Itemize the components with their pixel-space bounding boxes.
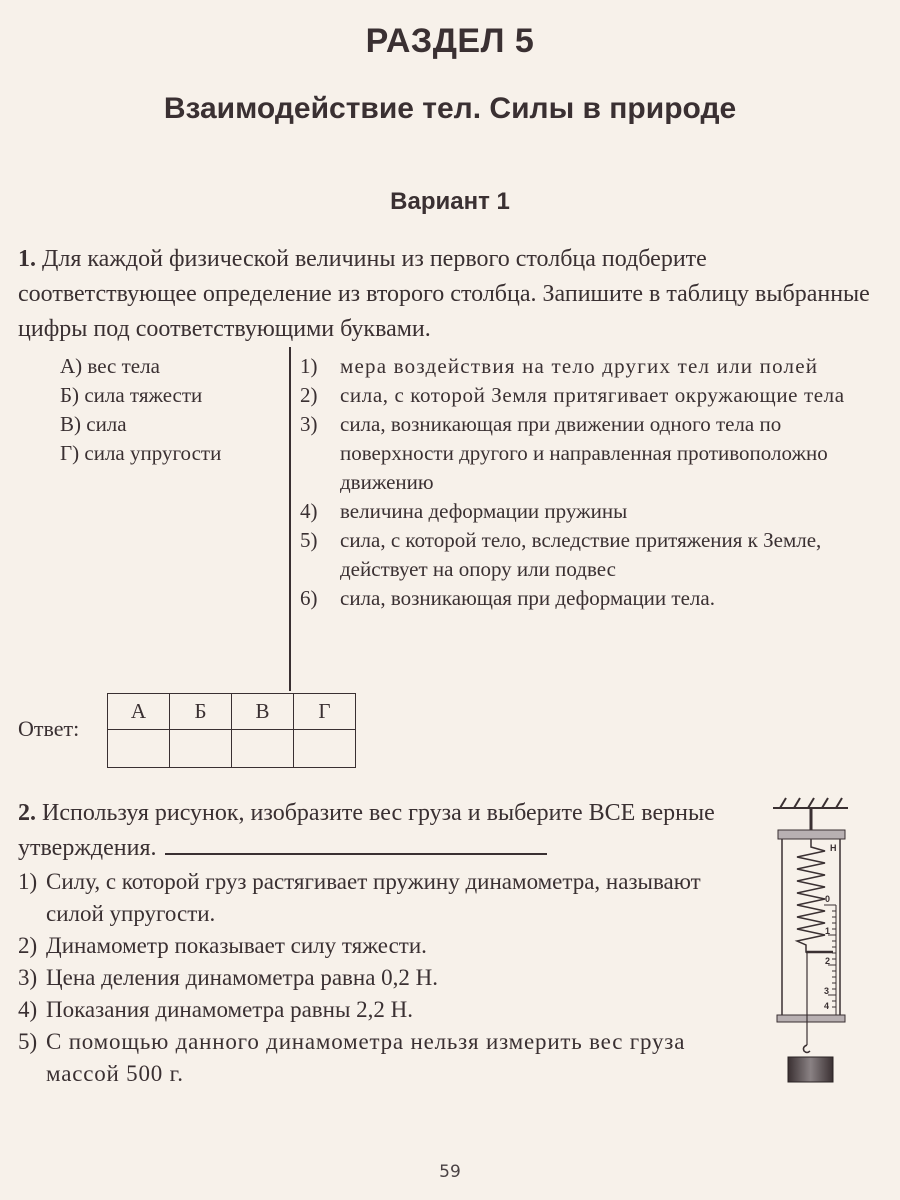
definition-item: 4) величина деформации пружины xyxy=(300,499,628,523)
answer-column-header: Г xyxy=(294,694,356,730)
answer-column-header: А xyxy=(108,694,170,730)
answer-column-header: Б xyxy=(170,694,232,730)
quantities-column xyxy=(60,352,221,468)
topic-title: Взаимодействие тел. Силы в природе xyxy=(163,92,737,125)
statement-item: 2) Динамометр показывает силу тяжести. xyxy=(18,933,427,958)
task2-prompt xyxy=(18,796,738,866)
answer-cell[interactable] xyxy=(294,730,356,768)
statement-item: 1) Силу, с которой груз растягивает пружину динамометра, называют силой упругости. xyxy=(18,869,701,926)
column-divider xyxy=(289,347,291,691)
variant-title: Вариант 1 xyxy=(390,188,510,215)
svg-text:Н: Н xyxy=(830,843,837,853)
statement-item: 3) Цена деления динамометра равна 0,2 Н. xyxy=(18,965,439,990)
task1-prompt-text: Для каждой физической величины из первого столбца подберите соответствующее определение из второго столбца. Запишите в таблицу выбранные цифры под соответствующими буквами. xyxy=(18,246,870,342)
svg-text:2: 2 xyxy=(825,956,831,966)
spring-icon xyxy=(797,839,825,952)
definition-item: 5) сила, с которой тело, вследствие притяжения к Земле, действует на опору или подвес xyxy=(300,528,822,581)
statement-item: 5) С помощью данного динамометра нельзя измерить вес груза массой 500 г. xyxy=(18,1029,686,1086)
statement-item: 4) Показания динамометра равны 2,2 Н. xyxy=(18,997,414,1022)
task1-prompt xyxy=(18,242,878,347)
answer-column-header: В xyxy=(232,694,294,730)
definitions-column xyxy=(300,352,870,613)
quantity-item: Б) сила тяжести xyxy=(60,383,203,407)
task2-prompt-text: Используя рисунок, изобразите вес груза и выберите ВСЕ верные утверждения. xyxy=(18,800,715,861)
answer-cell[interactable] xyxy=(170,730,232,768)
quantity-item: А) вес тела xyxy=(60,354,160,378)
page-number: 59 xyxy=(439,1162,461,1182)
ceiling-icon xyxy=(773,798,848,831)
quantity-item: Г) сила упругости xyxy=(60,441,222,465)
statements-list xyxy=(18,866,738,1090)
svg-text:1: 1 xyxy=(825,926,831,936)
task1-number: 1. xyxy=(18,246,36,272)
answer-blank-line[interactable] xyxy=(165,853,547,855)
hook-icon xyxy=(803,1045,810,1053)
answer-cell[interactable] xyxy=(108,730,170,768)
section-title: РАЗДЕЛ 5 xyxy=(365,22,535,60)
quantity-item: В) сила xyxy=(60,412,127,436)
answer-label: Ответ: xyxy=(18,716,80,741)
weight-icon xyxy=(788,1057,833,1082)
task2-number: 2. xyxy=(18,800,36,826)
svg-text:3: 3 xyxy=(824,986,830,996)
svg-text:4: 4 xyxy=(824,1001,830,1011)
dynamometer-figure xyxy=(770,795,860,1095)
definition-item: 3) сила, возникающая при движении одного тела по поверхности другого и направленная противоположно движению xyxy=(300,412,828,494)
definition-item: 6) сила, возникающая при деформации тела. xyxy=(300,586,715,610)
definition-item: 1) мера воздействия на тело других тел или полей xyxy=(300,354,819,378)
definition-item: 2) сила, с которой Земля притягивает окружающие тела xyxy=(300,383,845,407)
svg-text:0: 0 xyxy=(825,894,831,904)
answer-cell[interactable] xyxy=(232,730,294,768)
answer-table xyxy=(107,693,356,768)
